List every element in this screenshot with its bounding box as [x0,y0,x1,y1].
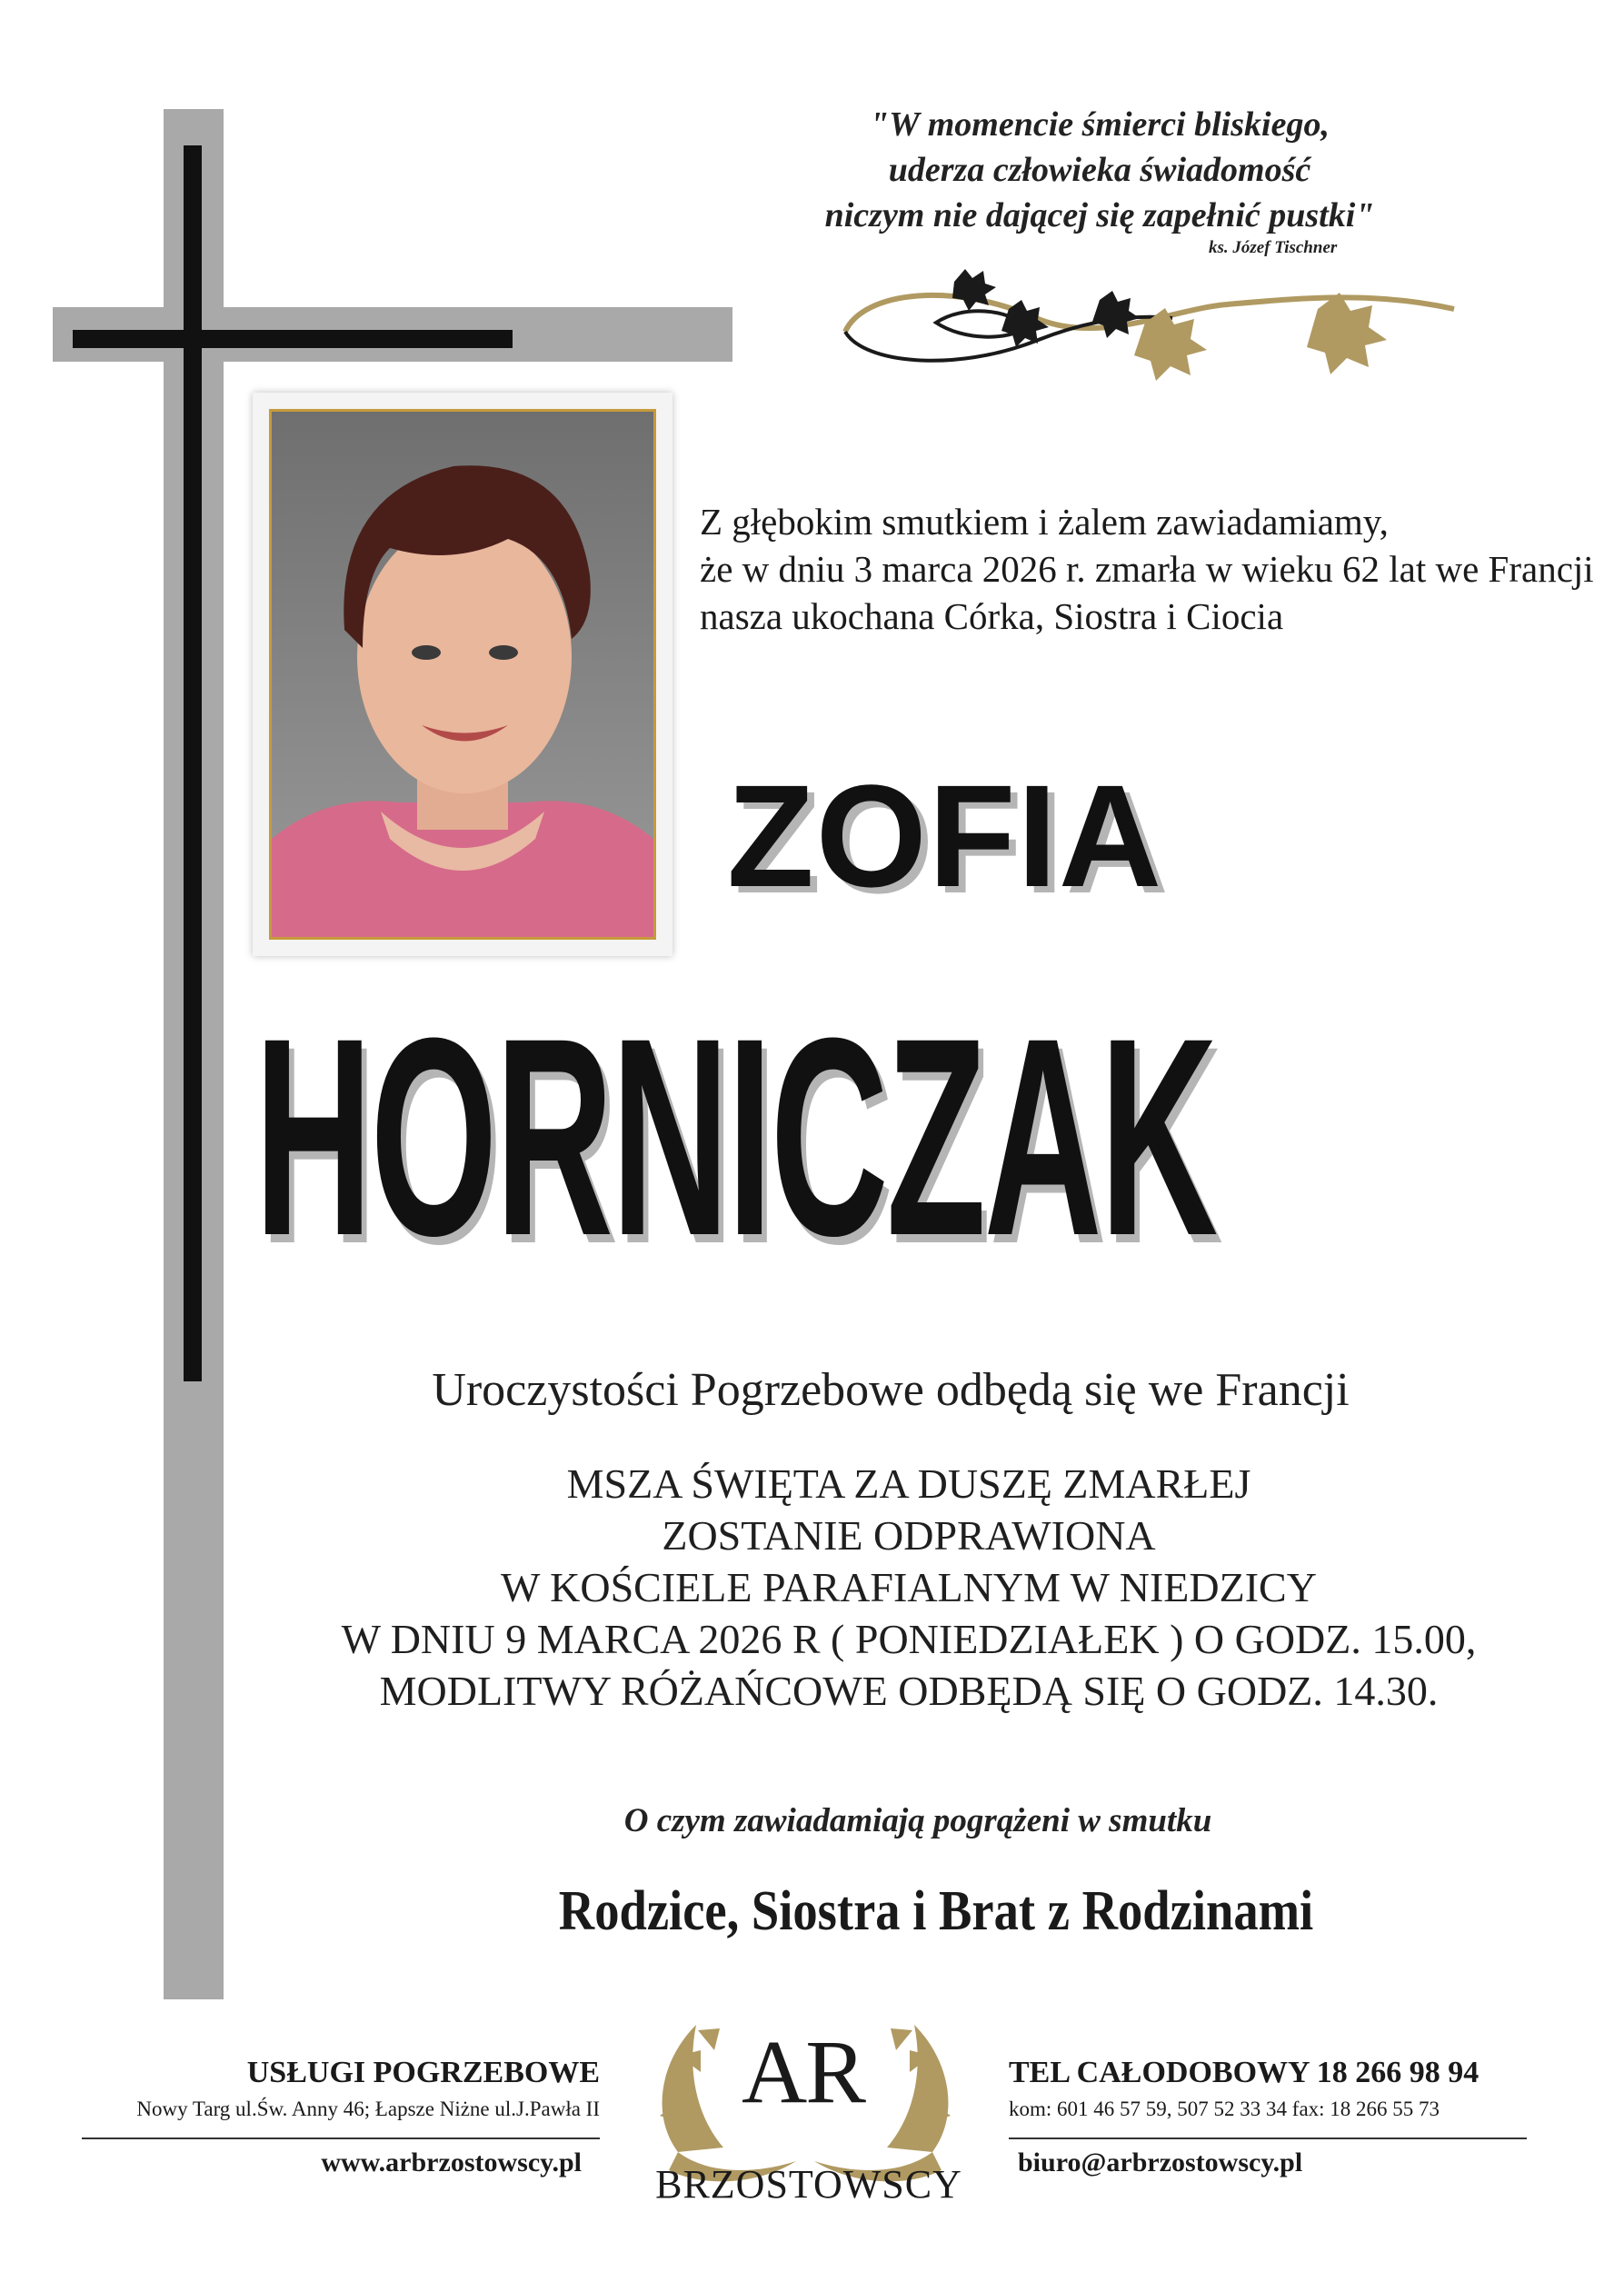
footer-email-link[interactable]: biuro@arbrzostowscy.pl [1018,2147,1303,2177]
footer-address: Nowy Targ ul.Św. Anny 46; Łapsze Niżne ul.J.Pawła II [136,2098,600,2120]
quote-author: ks. Józef Tischner [1209,238,1338,257]
portrait-photo [269,409,656,940]
mass-line: MSZA ŚWIĘTA ZA DUSZĘ ZMARŁEJ [566,1460,1251,1507]
footer-phone: TEL CAŁODOBOWY 18 266 98 94 [1009,2056,1480,2089]
announcement-line: że w dniu 3 marca 2026 r. zmarła w wieku 62 lat we Francji [700,548,1594,590]
footer-company-title: USŁUGI POGRZEBOWE [246,2056,600,2089]
announcement [700,498,1594,640]
mass-info [273,1458,1545,1717]
deceased-last-name: HORNICZAK [254,979,1216,1294]
footer-website-link[interactable]: www.arbrzostowscy.pl [321,2147,582,2177]
logo-name: BRZOSTOWSCY [655,2162,962,2207]
mass-line: ZOSTANIE ODPRAWIONA [662,1512,1156,1559]
logo-monogram: AR [742,2021,864,2122]
ceremony-info: Uroczystości Pogrzebowe odbędą się we Francji [432,1364,1350,1416]
quote-line: "W momencie śmierci bliskiego, [870,105,1330,144]
footer-mobile-fax: kom: 601 46 57 59, 507 52 33 34 fax: 18 266 55 73 [1009,2098,1440,2120]
footer-divider-left [82,2137,600,2139]
portrait-image [272,412,653,937]
inform-line: O czym zawiadamiają pogrążeni w smutku [623,1802,1212,1839]
mass-line: W DNIU 9 MARCA 2026 R ( PONIEDZIAŁEK ) O GODZ. 15.00, [341,1616,1477,1662]
mass-line: MODLITWY RÓŻAŃCOWE ODBĘDĄ SIĘ O GODZ. 14.30. [379,1668,1439,1714]
deceased-first-name: ZOFIA [727,754,1164,917]
quote [691,102,1509,238]
footer-divider-right [1009,2137,1527,2139]
announcement-line: nasza ukochana Córka, Siostra i Ciocia [700,595,1284,637]
family-signature: Rodzice, Siostra i Brat z Rodzinami [558,1880,1314,1942]
mass-line: W KOŚCIELE PARAFIALNYM W NIEDZICY [501,1564,1317,1610]
photo-frame [253,393,673,956]
leaf-ornament-icon [827,254,1463,409]
cross-horizontal-black [73,330,513,348]
quote-line: uderza człowieka świadomość [888,151,1311,189]
announcement-line: Z głębokim smutkiem i żalem zawiadamiamy, [700,501,1389,543]
quote-line: niczym nie dającej się zapełnić pustki" [824,196,1375,234]
